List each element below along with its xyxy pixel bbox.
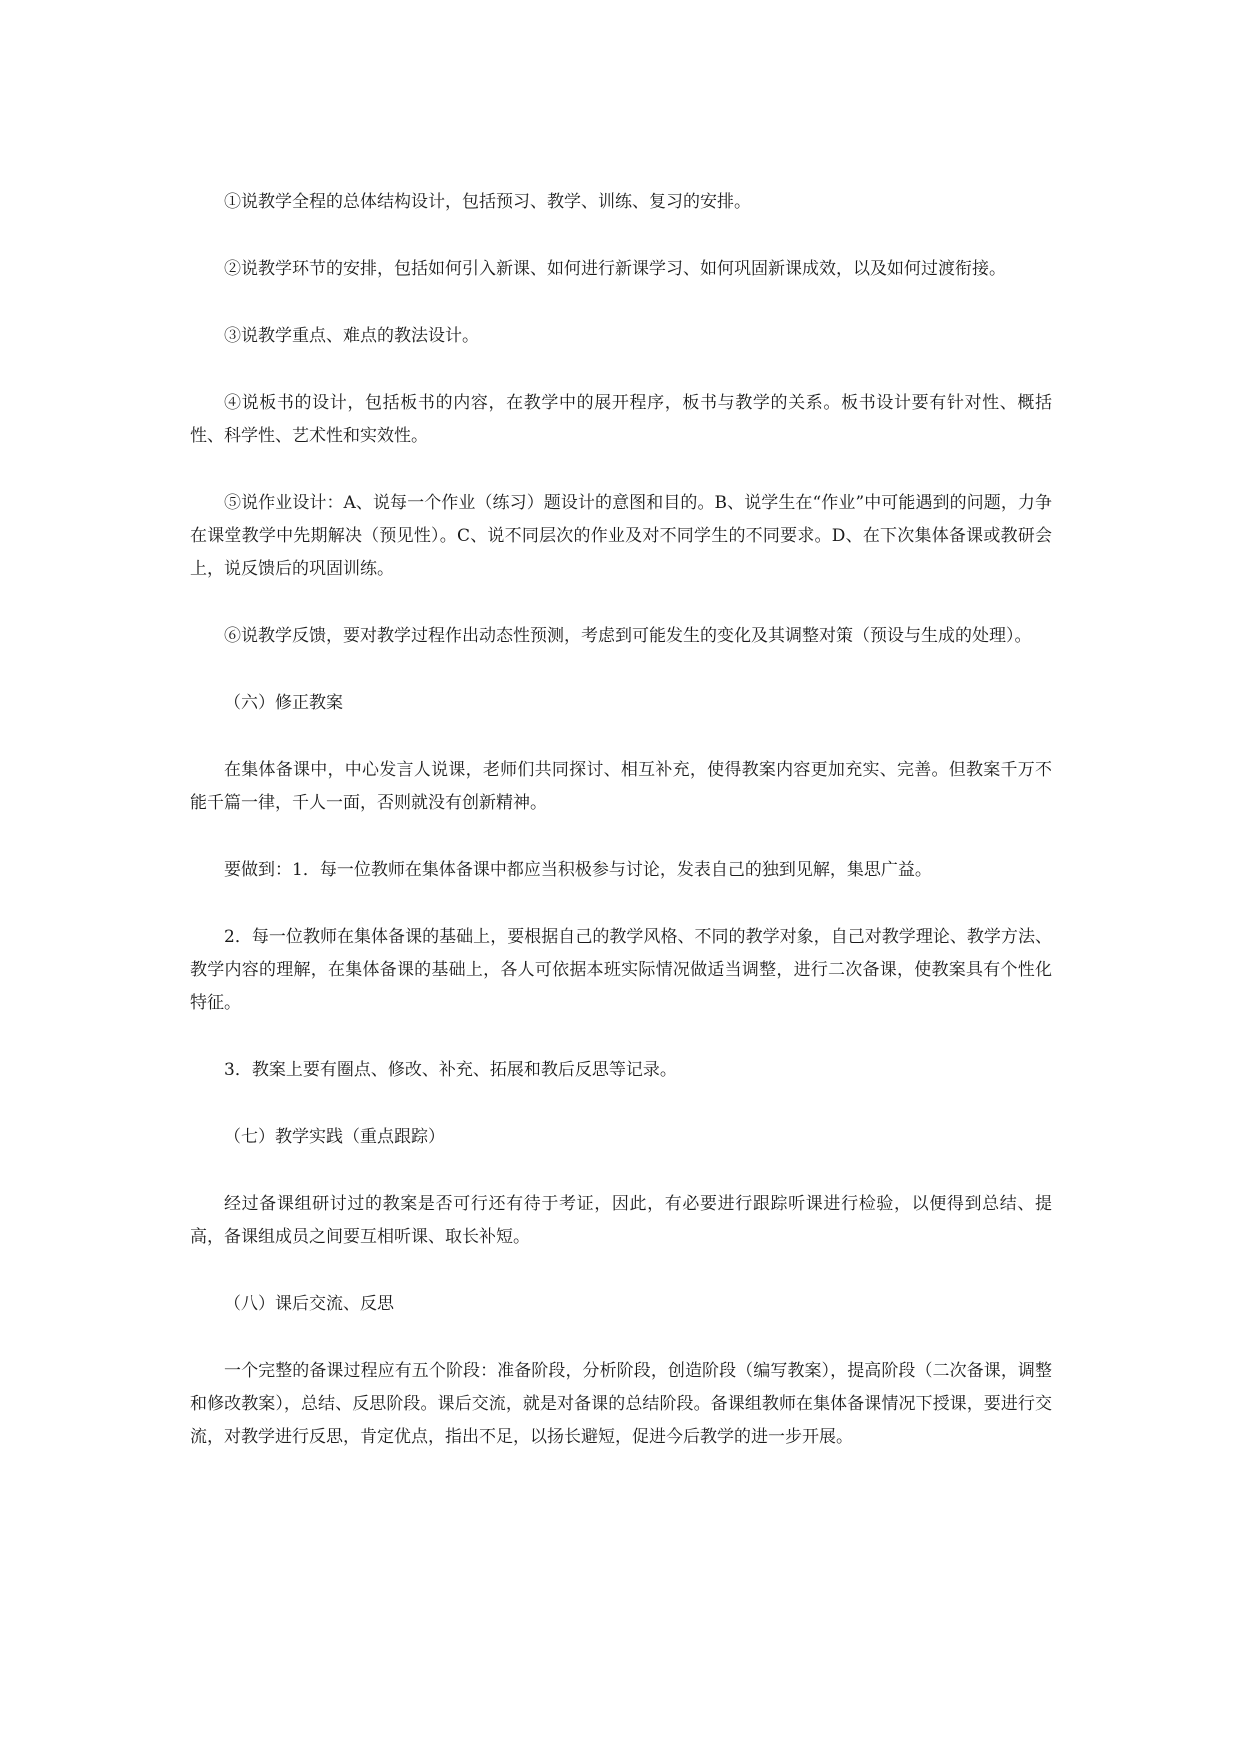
paragraph-exchange-reflection: 一个完整的备课过程应有五个阶段：准备阶段，分析阶段，创造阶段（编写教案），提高阶段（二次备课，调整和修改教案），总结、反思阶段。课后交流，就是对备课的总结阶段。备课组教师在集体备课情况下授课，要进行交流，对教学进行反思，肯定优点，指出不足，以扬长避短，促进今后教学的进一步开展。 [190,1361,1052,1447]
paragraph-teaching-practice: 经过备课组研讨过的教案是否可行还有待于考证，因此，有必要进行跟踪听课进行检验，以便得到总结、提高，备课组成员之间要互相听课、取长补短。 [190,1194,1052,1247]
paragraph-revise-plan: 在集体备课中，中心发言人说课，老师们共同探讨、相互补充，使得教案内容更加充实、完善。但教案千万不能千篇一律，千人一面，否则就没有创新精神。 [190,760,1052,813]
item-teaching-feedback: ⑥说教学反馈，要对教学过程作出动态性预测，考虑到可能发生的变化及其调整对策（预设与生成的处理）。 [224,626,1032,646]
section-heading-7: （七）教学实践（重点跟踪） [224,1127,445,1147]
document-page [190,186,1052,1488]
item-structure-design: ①说教学全程的总体结构设计，包括预习、教学、训练、复习的安排。 [224,192,751,212]
item-teaching-steps: ②说教学环节的安排，包括如何引入新课、如何进行新课学习、如何巩固新课成效，以及如何过渡衔接。 [224,259,1006,279]
paragraph-requirement-3: 3．教案上要有圈点、修改、补充、拓展和教后反思等记录。 [224,1060,677,1080]
paragraph-requirement-2: 2．每一位教师在集体备课的基础上，要根据自己的教学风格、不同的教学对象，自己对教学理论、教学方法、教学内容的理解，在集体备课的基础上，各人可依据本班实际情况做适当调整，进行二次备课，使教案具有个性化特征。 [190,927,1052,1013]
section-heading-6: （六）修正教案 [224,693,343,713]
section-heading-8: （八）课后交流、反思 [224,1294,394,1314]
item-blackboard-design: ④说板书的设计，包括板书的内容，在教学中的展开程序，板书与教学的关系。板书设计要有针对性、概括性、科学性、艺术性和实效性。 [190,393,1052,446]
item-homework-design: ⑤说作业设计：A、说每一个作业（练习）题设计的意图和目的。B、说学生在“作业”中可能遇到的问题，力争在课堂教学中先期解决（预见性）。C、说不同层次的作业及对不同学生的不同要求。D、在下次集体备课或教研会上，说反馈后的巩固训练。 [190,493,1052,579]
paragraph-requirement-1: 要做到：1．每一位教师在集体备课中都应当积极参与讨论，发表自己的独到见解，集思广益。 [224,860,932,880]
item-key-difficult-points: ③说教学重点、难点的教法设计。 [224,326,479,346]
